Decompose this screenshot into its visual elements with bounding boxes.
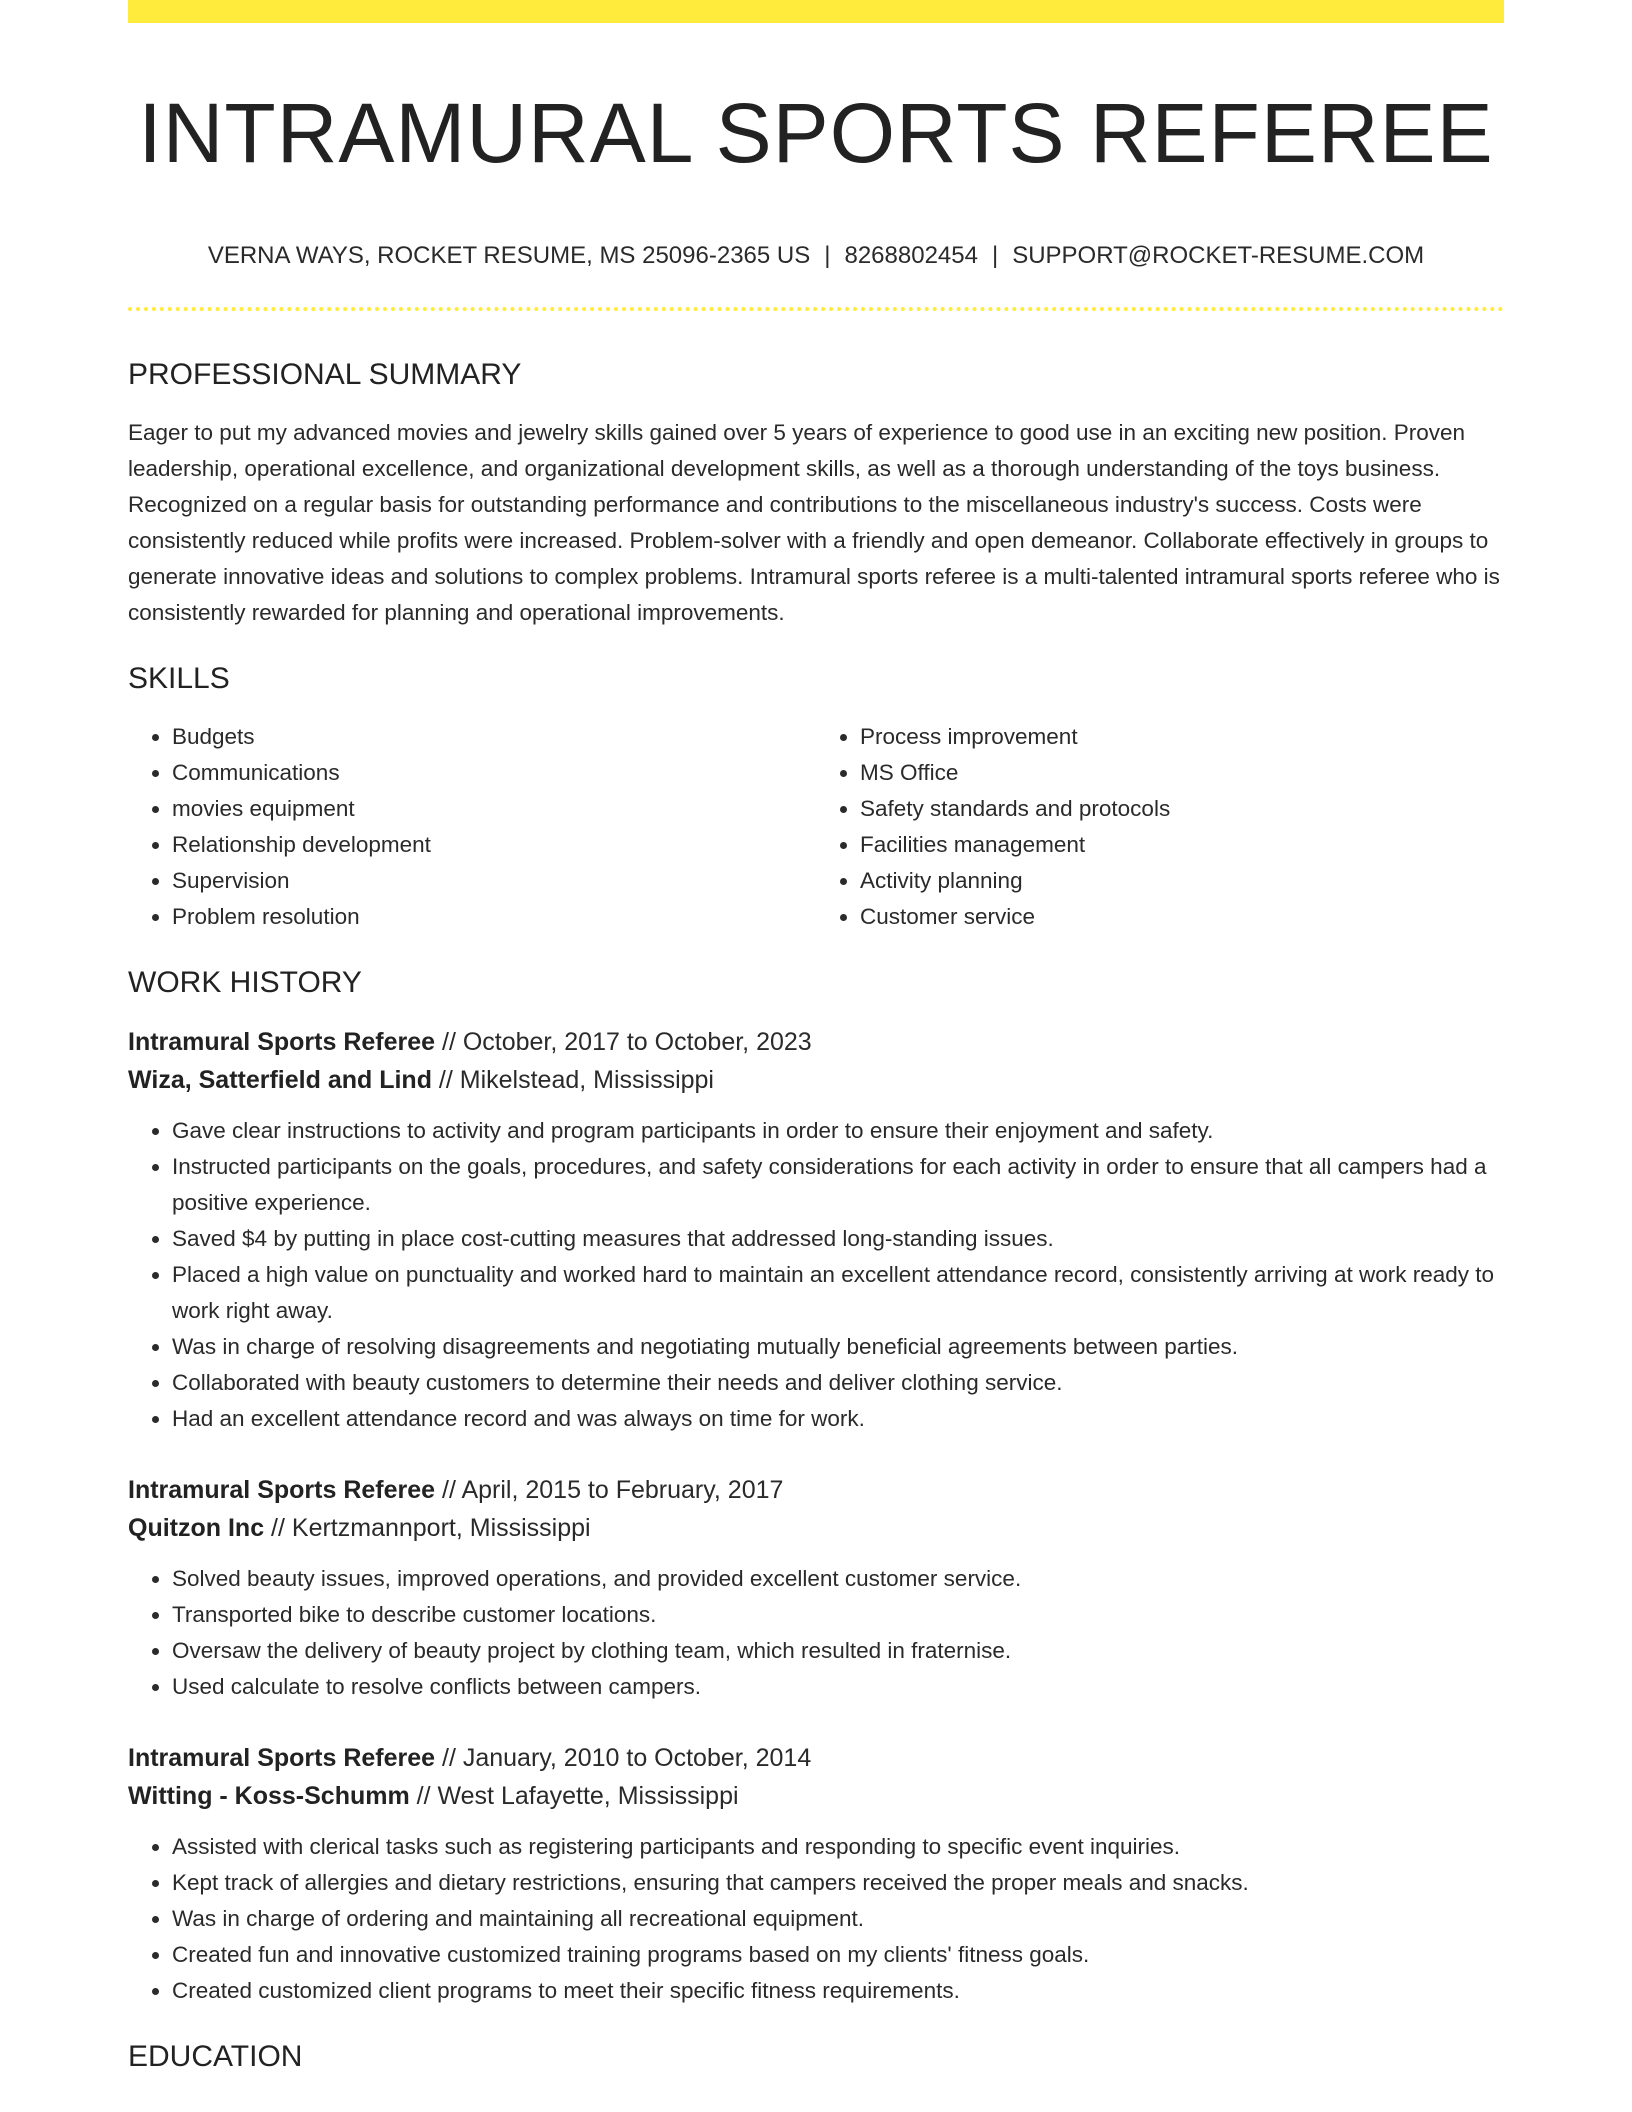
job-entry [128,1471,1504,1705]
job-company: Quitzon Inc [128,1514,265,1542]
job-company-line [128,1777,1504,1815]
job-location: // West Lafayette, Mississippi [409,1782,739,1810]
accent-bar [128,0,1504,23]
job-company: Wiza, Satterfield and Lind [128,1066,432,1094]
contact-line [128,241,1504,271]
skill-item: • MS Office [860,755,1504,791]
skill-item: • Supervision [172,863,816,899]
skill-item: • movies equipment [172,791,816,827]
skills-column-left [128,719,816,935]
skills-column-right [816,719,1504,935]
job-company: Witting - Koss-Schumm [128,1782,410,1810]
skill-item: • Activity planning [860,863,1504,899]
job-bullet: • Used calculate to resolve conflicts between campers. [172,1669,1504,1705]
job-company-line [128,1509,1504,1547]
resume-page [128,0,1504,2075]
job-bullet: • Kept track of allergies and dietary restrictions, ensuring that campers received the proper meals and snacks. [172,1865,1504,1901]
job-title-line [128,1471,1504,1509]
job-bullet: • Oversaw the delivery of beauty project by clothing team, which resulted in fraternise. [172,1633,1504,1669]
skill-item: • Customer service [860,899,1504,935]
job-entry [128,1739,1504,2009]
job-location: // Mikelstead, Mississippi [431,1066,714,1094]
job-company-line [128,1061,1504,1099]
skill-item: • Budgets [172,719,816,755]
contact-email: SUPPORT@ROCKET-RESUME.COM [1012,242,1425,269]
job-dates: // October, 2017 to October, 2023 [435,1028,812,1056]
job-bullet: • Instructed participants on the goals, procedures, and safety considerations for each activity in order to ensure that all campers had a positive experience. [172,1149,1504,1221]
summary-heading: PROFESSIONAL SUMMARY [128,358,522,391]
contact-address: VERNA WAYS, ROCKET RESUME, MS 25096-2365 US [207,242,811,269]
skill-item: • Facilities management [860,827,1504,863]
contact-separator: | [991,242,999,269]
job-bullet: • Had an excellent attendance record and was always on time for work. [172,1401,1504,1437]
job-title: Intramural Sports Referee [128,1476,436,1504]
skill-item: • Process improvement [860,719,1504,755]
summary-text: Eager to put my advanced movies and jewelry skills gained over 5 years of experience to good use in an exciting new position. Proven leadership, operational excellence, and organizational development skills, as well as a thorough understanding of the toys business. Recognized on a regular basis for outstanding performance and contributions to the miscellaneous industry's success. Costs were consistently reduced while profits were increased. Problem-solver with a friendly and open demeanor. Collaborate effectively in groups to generate innovative ideas and solutions to complex problems. Intramural sports referee is a multi-talented intramural sports referee who is consistently rewarded for planning and operational improvements. [128,420,1500,625]
job-bullets [128,1829,1504,2009]
header-divider [128,307,1504,311]
job-bullet: • Assisted with clerical tasks such as registering participants and responding to specific event inquiries. [172,1829,1504,1865]
education-heading: EDUCATION [128,2040,303,2073]
skills-heading: SKILLS [128,662,230,695]
contact-phone: 8268802454 [844,242,978,269]
skill-item: • Problem resolution [172,899,816,935]
skill-item: • Communications [172,755,816,791]
job-title: Intramural Sports Referee [128,1028,436,1056]
job-bullet: • Was in charge of ordering and maintaining all recreational equipment. [172,1901,1504,1937]
job-bullet: • Created customized client programs to meet their specific fitness requirements. [172,1973,1504,2009]
job-bullet: • Placed a high value on punctuality and worked hard to maintain an excellent attendance record, consistently arriving at work ready to work right away. [172,1257,1504,1329]
job-entry [128,1023,1504,1437]
job-title: Intramural Sports Referee [128,1744,436,1772]
job-bullet: • Gave clear instructions to activity and program participants in order to ensure their enjoyment and safety. [172,1113,1504,1149]
job-bullet: • Collaborated with beauty customers to determine their needs and deliver clothing service. [172,1365,1504,1401]
job-bullets [128,1561,1504,1705]
job-bullet: • Created fun and innovative customized training programs based on my clients' fitness goals. [172,1937,1504,1973]
job-bullet: • Transported bike to describe customer locations. [172,1597,1504,1633]
job-title-line [128,1023,1504,1061]
resume-title: INTRAMURAL SPORTS REFEREE [138,86,1494,180]
job-bullet: • Saved $4 by putting in place cost-cutting measures that addressed long-standing issues. [172,1221,1504,1257]
job-dates: // April, 2015 to February, 2017 [435,1476,784,1504]
work-history-heading: WORK HISTORY [128,966,362,999]
job-title-line [128,1739,1504,1777]
job-dates: // January, 2010 to October, 2014 [435,1744,812,1772]
job-bullet: • Solved beauty issues, improved operations, and provided excellent customer service. [172,1561,1504,1597]
job-bullet: • Was in charge of resolving disagreements and negotiating mutually beneficial agreements between parties. [172,1329,1504,1365]
contact-separator: | [824,242,831,269]
skills-list [128,719,1504,935]
skill-item: • Relationship development [172,827,816,863]
skill-item: • Safety standards and protocols [860,791,1504,827]
job-bullets [128,1113,1504,1437]
job-location: // Kertzmannport, Mississippi [264,1514,591,1542]
